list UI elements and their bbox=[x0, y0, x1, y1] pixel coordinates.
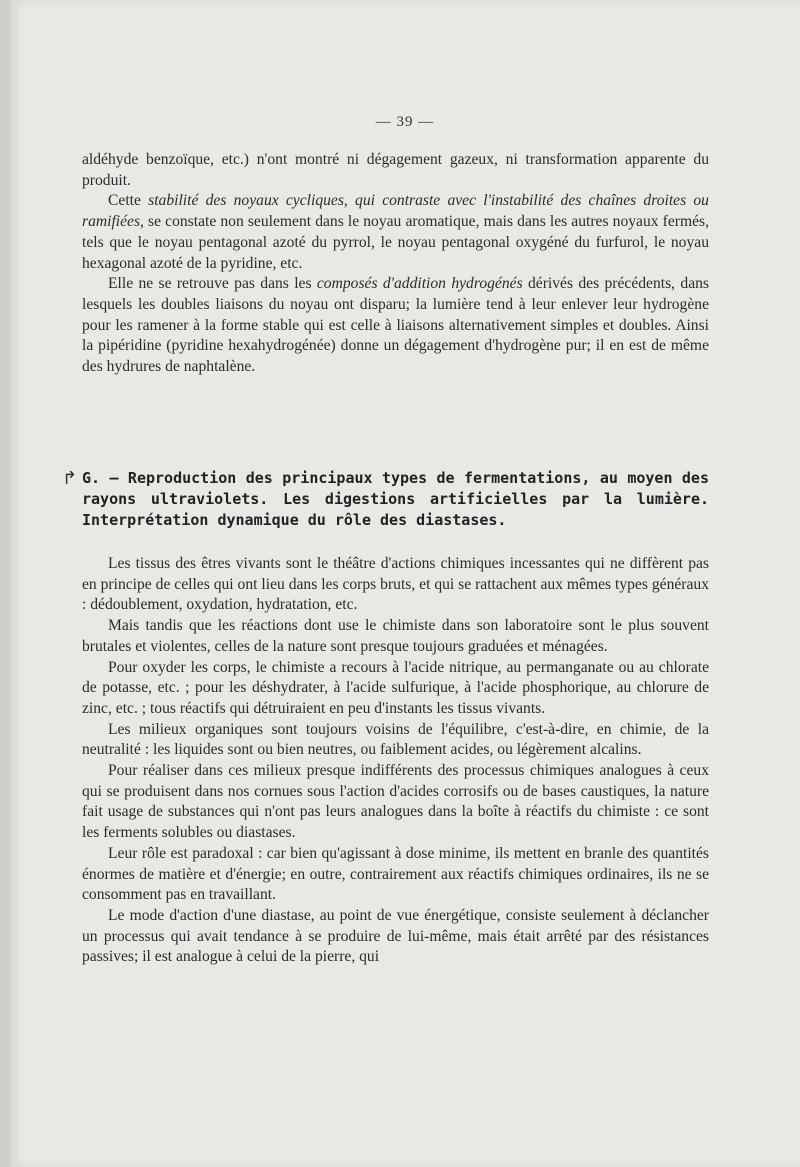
paragraph: Les milieux organiques sont toujours voisins de l'équilibre, c'est-à-dire, en chimie, de la neutralité : les liquides sont ou bien neutres, ou faiblement acides, ou légèrement alcalins. bbox=[82, 720, 709, 759]
section-heading: G. — Reproduction des principaux types de fermentations, au moyen des rayons ultraviolets. Les digestions artificielles par la lumière. Interprétation dynamique du rôle des diastases. bbox=[82, 469, 709, 529]
paragraph: Mais tandis que les réactions dont use le chimiste dans son laboratoire sont le plus souvent brutales et violentes, celles de la nature sont presque toujours graduées et ménagées. bbox=[82, 617, 709, 655]
intro-text bbox=[82, 150, 709, 378]
paragraph: Pour réaliser dans ces milieux presque indifférents des processus chimiques analogues à ceux qui se produisent dans nos cornues sous l'action d'acides corrosifs ou de bases caustiques, la nature fait usage de substances qui n'ont pas leurs analogues dans la boîte à réactifs du chimiste : ce sont les ferments solubles ou diastases. bbox=[82, 762, 709, 842]
paragraph: Le mode d'action d'une diastase, au point de vue énergétique, consiste seulement à déclancher un processus qui avait tendance à se produire de lui-même, mais était arrêté par des résistances passives; il est analogue à celui de la pierre, qui bbox=[82, 906, 709, 966]
paragraph bbox=[82, 191, 709, 274]
text-run: dérivés des précédents, dans lesquels les doubles liaisons du noyau ont disparu; la lumière tend à leur enlever leur hydrogène pour les ramener à la forme stable qui est celle à liaisons alternativement simples et doubles. Ainsi la pipéridine (pyridine hexahydrogénée) donne un dégagement d'hydrogène pur; il en est de même des hydrures de naphtalène. bbox=[82, 275, 709, 376]
text-run: Cette bbox=[108, 192, 149, 210]
paragraph bbox=[82, 274, 709, 378]
paragraph: Leur rôle est paradoxal : car bien qu'agissant à dose minime, ils mettent en branle des quantités énormes de matière et d'énergie; en outre, contrairement aux réactifs chimiques ordinaires, ils ne se consomment pas en travaillant. bbox=[82, 844, 709, 904]
page-sheet bbox=[10, 0, 800, 1167]
body-text bbox=[82, 554, 709, 968]
page-number: — 39 — bbox=[375, 114, 435, 130]
paragraph: Pour oxyder les corps, le chimiste a recours à l'acide nitrique, au permanganate ou au chlorate de potasse, etc. ; pour les déshydrater, à l'acide sulfurique, à l'acide phosphorique, au chlorure de zinc, etc. ; tous réactifs qui détruiraient en peu d'instants les tissus vivants. bbox=[82, 658, 709, 717]
text-run: , se constate non seulement dans le noyau aromatique, mais dans les autres noyaux fermés, tels que le noyau pentagonal azoté du pyrrol, le noyau pentagonal oxygéné du furfurol, le noyau hexagonal azoté de la pyridine, etc. bbox=[82, 213, 709, 272]
paragraph: Les tissus des êtres vivants sont le théâtre d'actions chimiques incessantes qui ne diffèrent pas en principe de celles qui ont lieu dans les corps bruts, et qui se rattachent aux mêmes types généraux : dédoublement, oxydation, hydratation, etc. bbox=[82, 555, 709, 614]
italic-text: composés d'addition hydrogénés bbox=[316, 275, 523, 293]
paragraph: aldéhyde benzoïque, etc.) n'ont montré ni dégagement gazeux, ni transformation apparente du produit. bbox=[82, 151, 709, 189]
italic-text: stabilité des noyaux cycliques, qui contraste avec l'instabilité des chaînes droites ou ramifiées bbox=[82, 192, 709, 231]
margin-annotation: ↱ bbox=[62, 468, 78, 489]
text-run: Elle ne se retrouve pas dans les bbox=[108, 275, 317, 293]
